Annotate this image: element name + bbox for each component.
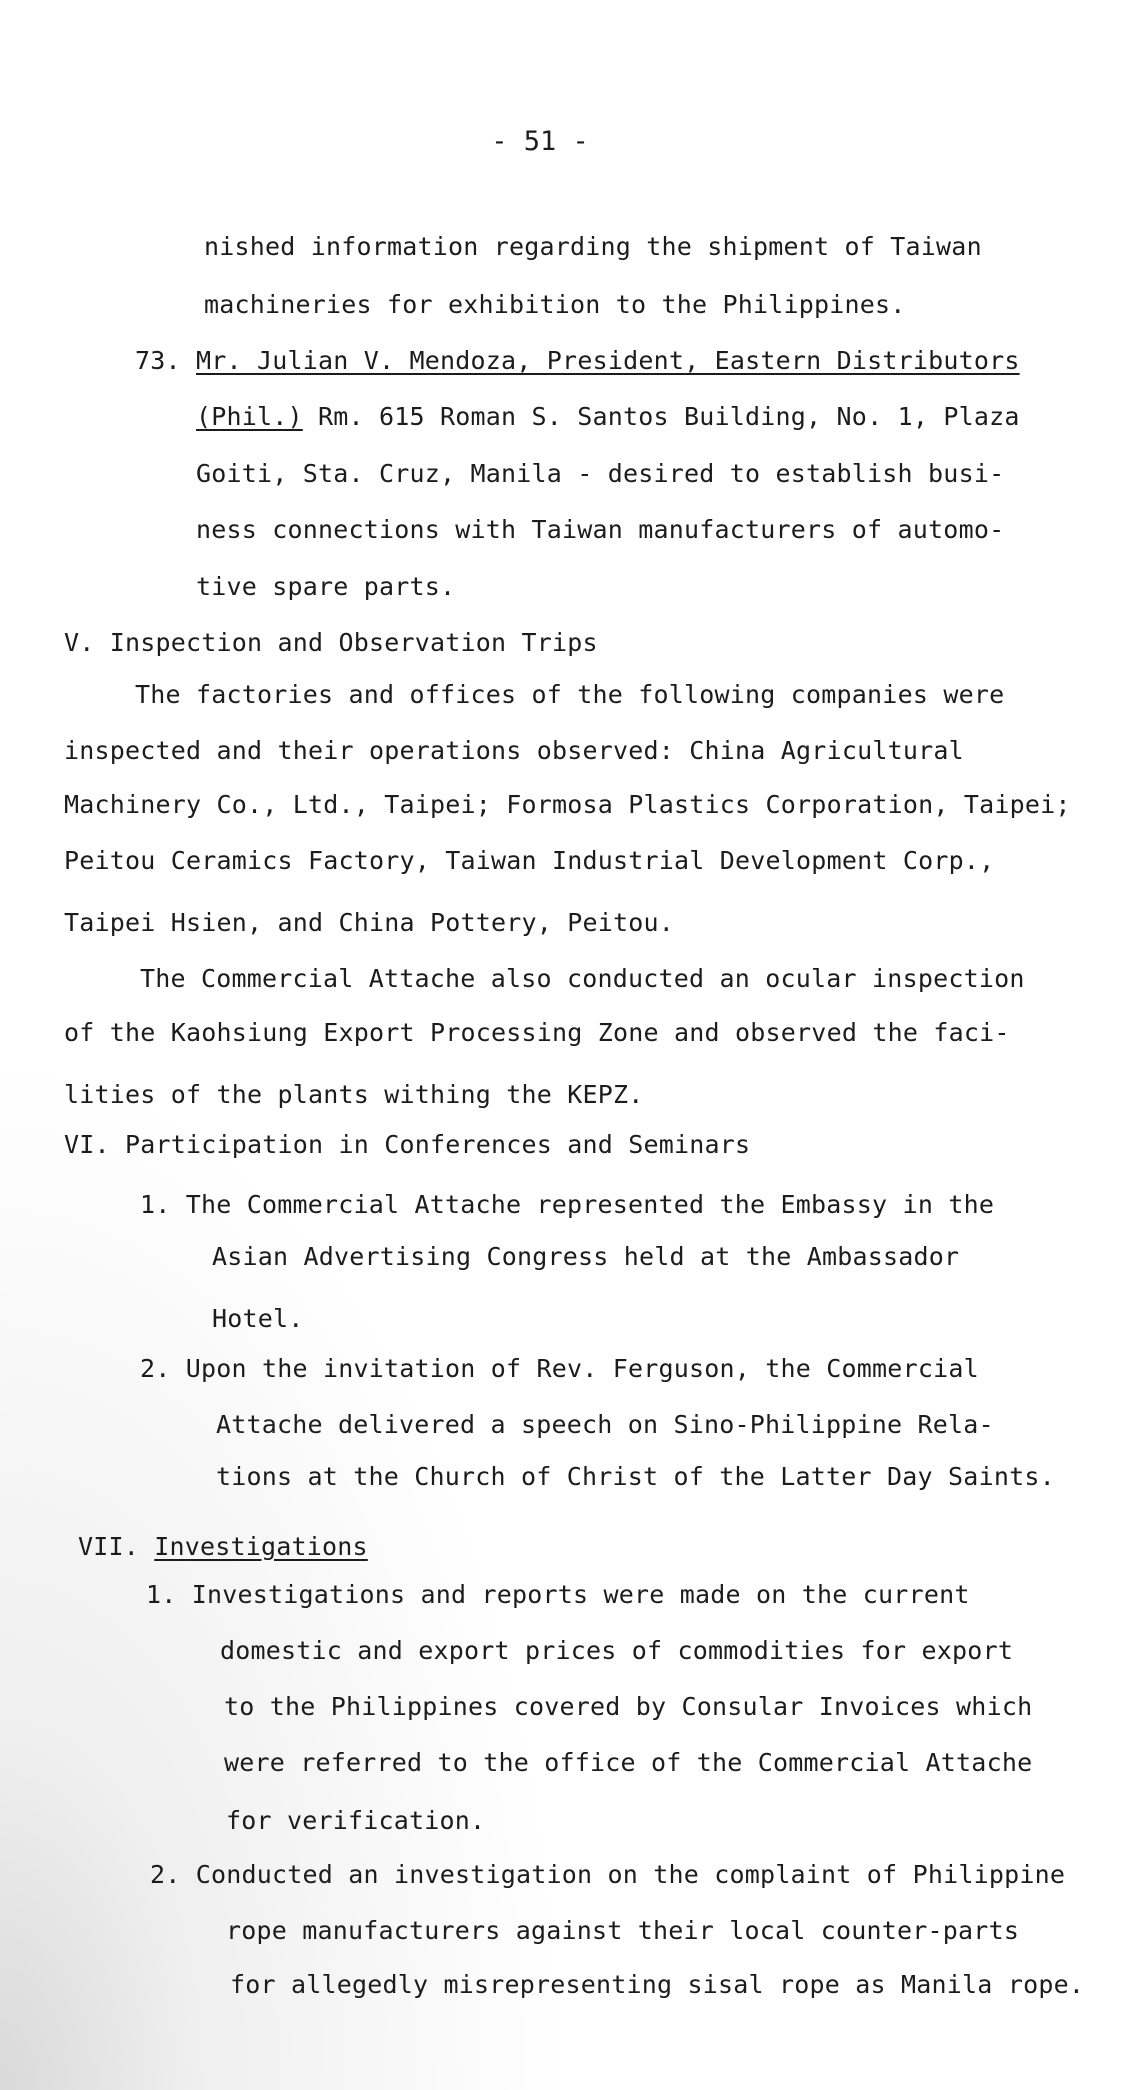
section-title: Investigations <box>154 1532 368 1561</box>
text-line: The factories and offices of the following companies were <box>135 680 1005 709</box>
section-heading: VI. Participation in Conferences and Seminars <box>64 1130 751 1159</box>
item-73-country: (Phil.) <box>196 402 303 431</box>
section-numeral: VII. <box>78 1532 140 1561</box>
text-line: were referred to the office of the Commercial Attache <box>224 1748 1033 1777</box>
text-line: of the Kaohsiung Export Processing Zone and observed the faci- <box>64 1018 1010 1047</box>
section-heading: V. Inspection and Observation Trips <box>64 628 598 657</box>
text-line: nished information regarding the shipment of Taiwan <box>204 232 982 261</box>
item-73-header <box>135 346 1020 376</box>
text-line: inspected and their operations observed: China Agricultural <box>64 736 964 765</box>
page-number: - 51 - <box>491 126 589 157</box>
text-line: tions at the Church of Christ of the Latter Day Saints. <box>216 1462 1055 1491</box>
text-line: Hotel. <box>212 1304 304 1333</box>
text-line: for verification. <box>226 1806 486 1835</box>
text-line: Peitou Ceramics Factory, Taiwan Industrial Development Corp., <box>64 846 995 875</box>
text-line: The Commercial Attache also conducted an ocular inspection <box>140 964 1025 993</box>
text-line: 1. Investigations and reports were made on the current <box>146 1580 970 1609</box>
text-line: lities of the plants withing the KEPZ. <box>64 1080 644 1109</box>
text-line: Asian Advertising Congress held at the Ambassador <box>212 1242 960 1271</box>
item-73-address-rest: Rm. 615 Roman S. Santos Building, No. 1, Plaza <box>302 402 1020 431</box>
text-line: domestic and export prices of commodities for export <box>220 1636 1014 1665</box>
text-line: rope manufacturers against their local counter-parts <box>226 1916 1020 1945</box>
text-line: 2. Upon the invitation of Rev. Ferguson, the Commercial <box>140 1354 979 1383</box>
section-heading <box>78 1532 368 1562</box>
text-line: 2. Conducted an investigation on the complaint of Philippine <box>150 1860 1066 1889</box>
text-line: machineries for exhibition to the Philippines. <box>204 290 906 319</box>
text-line: Attache delivered a speech on Sino-Philippine Rela- <box>216 1410 994 1439</box>
text-line: for allegedly misrepresenting sisal rope as Manila rope. <box>230 1970 1085 1999</box>
text-line: tive spare parts. <box>196 572 456 601</box>
text-line: Machinery Co., Ltd., Taipei; Formosa Plastics Corporation, Taipei; <box>64 790 1071 819</box>
text-line: Taipei Hsien, and China Pottery, Peitou. <box>64 908 675 937</box>
text-line: 1. The Commercial Attache represented the Embassy in the <box>140 1190 995 1219</box>
item-number: 73. <box>135 346 181 375</box>
text-line: ness connections with Taiwan manufacturers of automo- <box>196 515 1005 544</box>
item-73-address <box>196 402 1020 432</box>
text-line: Goiti, Sta. Cruz, Manila - desired to establish busi- <box>196 459 1005 488</box>
text-line: to the Philippines covered by Consular Invoices which <box>224 1692 1033 1721</box>
item-73-name: Mr. Julian V. Mendoza, President, Eastern Distributors <box>196 346 1020 375</box>
